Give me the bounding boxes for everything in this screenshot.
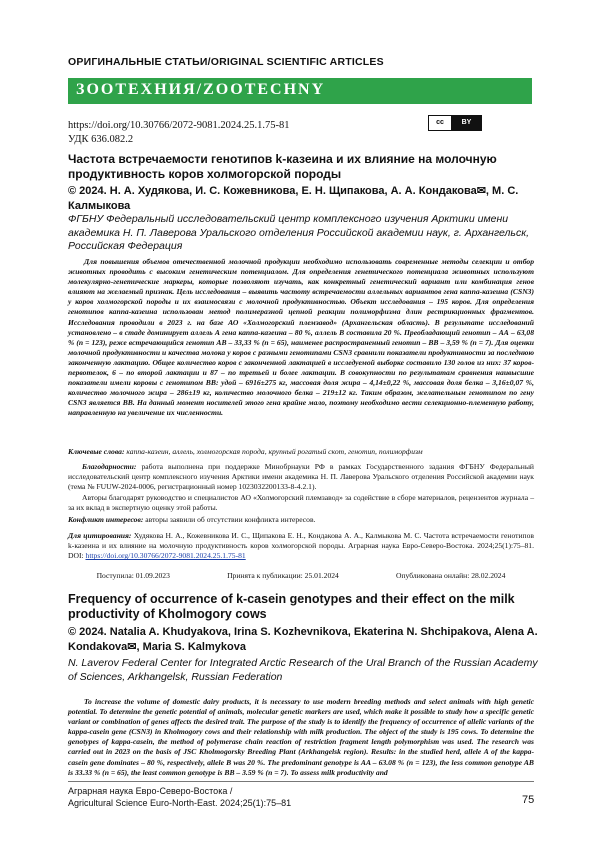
udc-code: УДК 636.082.2: [68, 134, 134, 145]
conflict-of-interest: [68, 515, 534, 525]
authors-russian: © 2024. Н. А. Худякова, И. С. Кожевникова, Е. Н. Щипакова, А. А. Кондакова✉, М. С. Калмыкова: [68, 185, 519, 212]
journal-footer: [68, 785, 291, 809]
page-number: 75: [522, 794, 535, 806]
received-date: Поступила: 01.09.2023: [96, 571, 170, 580]
footer-line-en: Agricultural Science Euro-North-East. 2024;25(1):75–81: [68, 798, 292, 808]
citation: [68, 531, 534, 561]
title-russian: Частота встречаемости генотипов k-казеина и их влияние на молочную продуктивность коров холмогорской породы: [68, 152, 497, 181]
abstract-english: To increase the volume of domestic dairy products, it is necessary to use modern breeding methods and select animals with high genetic potential. To determine the genetic potential of animals, molecular genetic markers are used, which make it possible to study how a specific genetic variant or combination of genes affects the desired trait. The purpose of the study is to identify the frequency of occurrence of allelic variants of the kappa-casein gene (CSN3) in Kholmogory cows and their relationship with milk production. The object of the study is 195 cows. To determine the genotypes of kappa-casein, the method of polymerase chain reaction of restriction fragment length polymorphism was used. The research was carried out in 2023 on the basis of JSC Kholmogorsky Breeding Plant (Arkhangelsk region). Results: in the studied herd, allele A of the kappa-casein gene dominates – 80 %, respectively, allele B was 20 %. The predominant genotype is AA – 63.08 % (n = 123), the less common genotype AB is 33.33 % (n = 65), the least common genotype is BB – 3.59 % (n = 7). To assess milk productivity and: [68, 697, 534, 777]
publication-dates: [68, 571, 534, 580]
acknowledgements-text: работа выполнена при поддержке Минобрнауки РФ в рамках Государственного задания ФГБНУ Федеральный исследовательский центр комплексного изучения Арктики имени академика Н. П. Лаверова Уральского отделения Российской академии наук (тема № FUUW-2024-0006, регистрационный номер 1023032200133-8-4.2.1).: [68, 462, 534, 492]
accepted-date: Принята к публикации: 25.01.2024: [227, 571, 339, 580]
rubric-bar: [68, 78, 532, 104]
conflict-label: Конфликт интересов:: [68, 515, 144, 524]
section-header: ОРИГИНАЛЬНЫЕ СТАТЬИ/ORIGINAL SCIENTIFIC ARTICLES: [68, 56, 384, 68]
acknowledgements-2: Авторы благодарят руководство и специалистов АО «Холмогорский племзавод» за содействие в сборе материалов, рецензентов журнала – за их вклад в экспертную оценку этой работы.: [68, 493, 534, 513]
footer-divider: [68, 781, 534, 782]
citation-label: Для цитирования:: [68, 531, 132, 540]
acknowledgements-label: Благодарности:: [82, 462, 137, 471]
cc-label: cc: [429, 116, 452, 130]
cc-by-license-icon[interactable]: [428, 115, 482, 131]
abstract-russian: Для повышения объемов отечественной молочной продукции необходимо использовать современные методы селекции и отбор животных проводить с высоким генетическим потенциалом. Для определения генетического потенциала животных используют молекулярно-генетические маркеры, которые позволяют изучать, как конкретный генетический вариант или комбинация генов влияют на желаемый признак. Цель исследования – выявить частоту встречаемости аллельных вариантов гена каппа-казеина (CSN3) у коров холмогорской породы и их взаимосвязи с молочной продуктивностью. Объект исследования – 195 коров. Для определения генотипов каппа-казеина использован метод полимеразной цепной реакции полиморфизма длин рестрикционных фрагментов. Исследования проводили в 2023 г. на базе АО «Холмогорский племзавод» (Архангельская область). В результате исследований установлено – в стаде доминирует аллель А гена каппа-казеина – 80 %, аллель В составила 20 %. Преобладающий генотип – АА – 63,08 % (n = 123), реже встречающийся генотип АВ – 33,33 % (n = 65), наименее распространенный генотип – ВВ – 3,59 % (n = 7). Для оценки молочной продуктивности и качества молока у коров с разными генотипами CSN3 сравнили показатели продуктивности за последнюю законченную лактацию. Общее количество коров с законченной лактацией в исследуемой выборке составило 130 голов из них: 37 коров-первотелок, 6 – по второй лактации и 87 – по третьей и более лактации. В совокупности по результатам сравнения наивысшие показатели имели коровы с генотипом ВВ: удой – 6916±275 кг, массовая доля жира – 4,14±0,22 %, массовая доля белка – 3,16±0,07 %, количество молочного жира – 286±19 кг, количество молочного белка – 219±12 кг. Таким образом, желательным генотипом по гену CSN3 является ВВ. На данный момент носителей этого гена крайне мало, поэтому необходимо вести селекционно-племенную работу, направленную на увеличение их численности.: [68, 257, 534, 418]
affiliation-english: N. Laverov Federal Center for Integrated Arctic Research of the Ural Branch of the Russian Academy of Sciences, Arkhangelsk, Russian Federation: [68, 657, 538, 683]
rubric-title: ЗООТЕХНИЯ/ZOOTECHNY: [76, 81, 326, 98]
title-english: Frequency of occurrence of k-casein genotypes and their effect on the milk productivity of Kholmogory cows: [68, 592, 515, 621]
doi-link[interactable]: https://doi.org/10.30766/2072-9081.2024.25.1.75-81: [68, 120, 290, 131]
affiliation-russian: ФГБНУ Федеральный исследовательский центр комплексного изучения Арктики имени академика Н. П. Лаверова Уральского отделения Российской академии наук, г. Архангельск, Российская Федерация: [68, 213, 530, 252]
published-date: Опубликована онлайн: 28.02.2024: [396, 571, 506, 580]
citation-text: Худякова Н. А., Кожевникова И. С., Щипакова Е. Н., Кондакова А. А., Калмыкова М. С. Частота встречаемости генотипов k-казеина и их влияние на молочную продуктивность коров холмогорской породы. Аграрная наука Евро-Северо-Востока. 2024;25(1):75–81. DOI:: [68, 531, 534, 561]
keywords: [68, 447, 534, 457]
keywords-text: каппа-казеин, аллель, холмогорская порода, крупный рогатый скот, генотип, полиморфизм: [126, 447, 423, 456]
authors-english: © 2024. Natalia A. Khudyakova, Irina S. Kozhevnikova, Ekaterina N. Shchipakova, Alena A. Kondakova✉, Maria S. Kalmykova: [68, 626, 538, 653]
citation-doi-link[interactable]: https://doi.org/10.30766/2072-9081.2024.25.1.75-81: [85, 551, 246, 561]
by-label: BY: [452, 116, 481, 130]
footer-line-ru: Аграрная наука Евро-Северо-Востока /: [68, 786, 233, 796]
keywords-label: Ключевые слова:: [68, 447, 125, 456]
conflict-text: авторы заявили об отсутствии конфликта интересов.: [145, 515, 316, 524]
acknowledgements: [68, 462, 534, 492]
